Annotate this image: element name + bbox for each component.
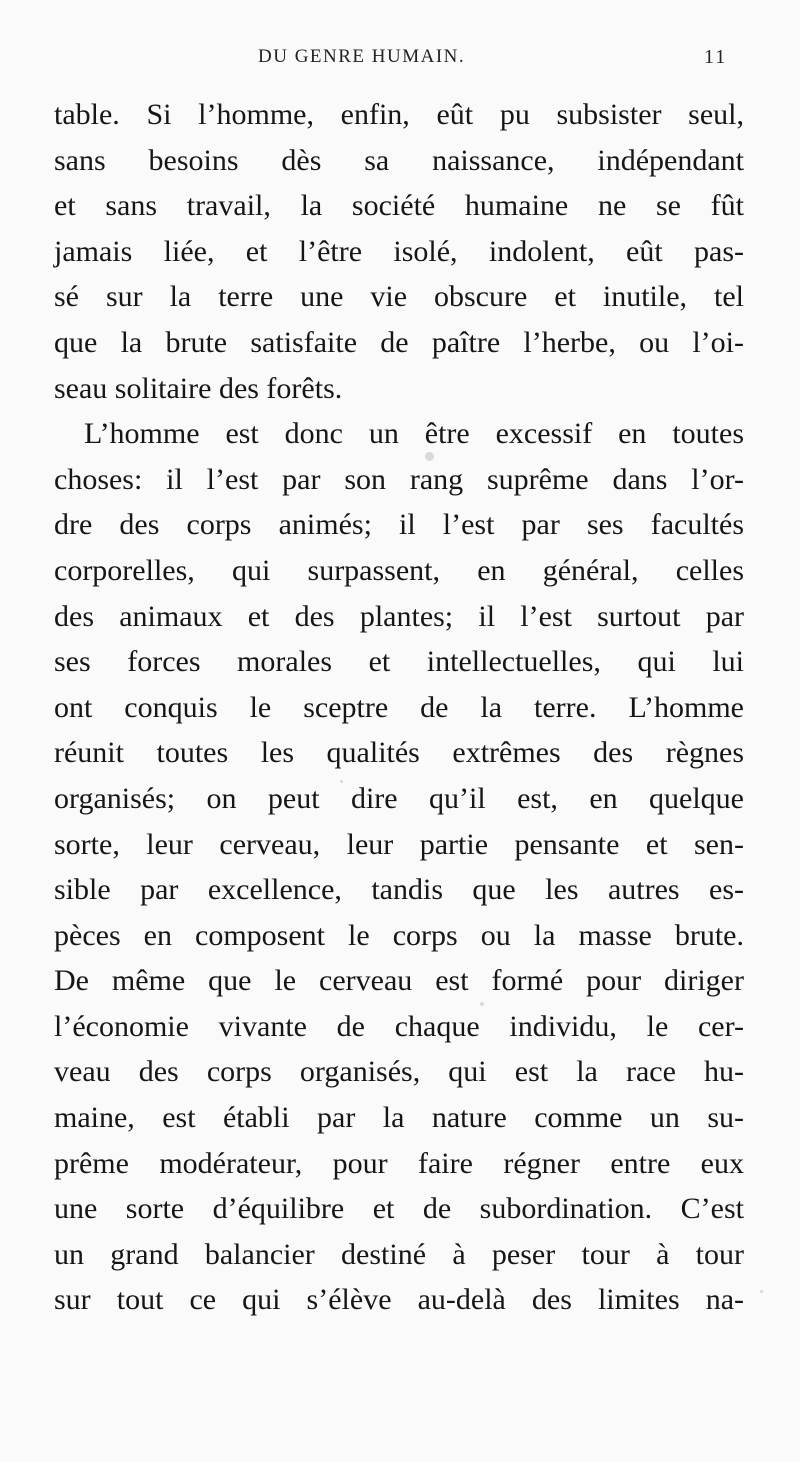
paper-speck xyxy=(480,1002,484,1006)
text-line: sur tout ce qui s’élève au-delà des limites na- xyxy=(54,1283,744,1317)
paper-speck xyxy=(340,780,343,783)
text-line: sorte, leur cerveau, leur partie pensante et sen- xyxy=(54,827,744,861)
text-line: prême modérateur, pour faire régner entre eux xyxy=(54,1146,744,1180)
text-line: l’économie vivante de chaque individu, le cer- xyxy=(54,1009,744,1043)
paper-speck xyxy=(425,452,434,461)
text-line: sible par excellence, tandis que les autres es- xyxy=(54,873,744,907)
running-title: DU GENRE HUMAIN. xyxy=(258,46,466,67)
text-line: que la brute satisfaite de paître l’herbe, ou l’oi- xyxy=(54,325,744,359)
text-line: De même que le cerveau est formé pour diriger xyxy=(54,964,744,998)
text-line: dre des corps animés; il l’est par ses facultés xyxy=(54,508,744,542)
paper-speck xyxy=(760,1290,763,1293)
text-line: sé sur la terre une vie obscure et inutile, tel xyxy=(54,280,744,314)
text-line: sans besoins dès sa naissance, indépendant xyxy=(54,143,744,177)
paragraph-end-line: seau solitaire des forêts. xyxy=(54,371,343,405)
text-line: réunit toutes les qualités extrêmes des règnes xyxy=(54,736,744,770)
text-line: maine, est établi par la nature comme un su- xyxy=(54,1101,744,1135)
running-head xyxy=(0,46,800,76)
page-number: 11 xyxy=(704,46,728,68)
text-line: ses forces morales et intellectuelles, qui lui xyxy=(54,645,744,679)
text-line: une sorte d’équilibre et de subordination. C’est xyxy=(54,1192,744,1226)
text-line: un grand balancier destiné à peser tour à tour xyxy=(54,1237,744,1271)
body-text xyxy=(54,92,744,1323)
text-line: jamais liée, et l’être isolé, indolent, eût pas- xyxy=(54,234,744,268)
text-line: veau des corps organisés, qui est la race hu- xyxy=(54,1055,744,1089)
text-line: ont conquis le sceptre de la terre. L’homme xyxy=(54,690,744,724)
text-line: des animaux et des plantes; il l’est surtout par xyxy=(54,599,744,633)
text-line: choses: il l’est par son rang suprême dans l’or- xyxy=(54,462,744,496)
text-line: corporelles, qui surpassent, en général, celles xyxy=(54,553,744,587)
paragraph-start-line: L’homme est donc un être excessif en toutes xyxy=(84,417,744,451)
text-line: et sans travail, la société humaine ne se fût xyxy=(54,189,744,223)
text-line: table. Si l’homme, enfin, eût pu subsister seul, xyxy=(54,98,744,131)
text-line: organisés; on peut dire qu’il est, en quelque xyxy=(54,781,744,815)
text-line: pèces en composent le corps ou la masse brute. xyxy=(54,918,744,952)
